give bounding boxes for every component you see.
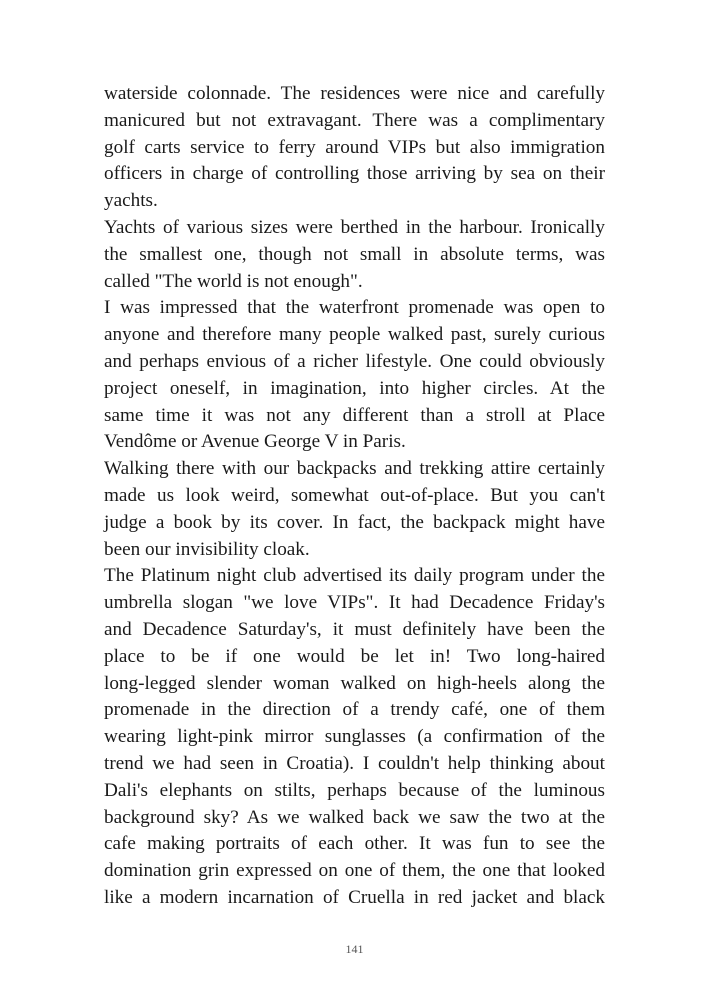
text-line: the smallest one, though not small in absolute terms, was	[104, 243, 605, 265]
text-line: trend we had seen in Croatia). I couldn't help thinking about	[104, 752, 605, 774]
text-line: I was impressed that the waterfront promenade was open to	[104, 297, 605, 319]
text-line: same time it was not any different than a stroll at Place	[104, 404, 605, 426]
text-line: Vendôme or Avenue George V in Paris.	[104, 431, 406, 453]
text-line: manicured but not extravagant. There was a complimentary	[104, 109, 605, 131]
text-line: Yachts of various sizes were berthed in the harbour. Ironically	[104, 216, 605, 238]
paragraph	[104, 563, 605, 911]
text-line: officers in charge of controlling those arriving by sea on their	[104, 163, 605, 185]
text-line: been our invisibility cloak.	[104, 538, 310, 560]
text-line: judge a book by its cover. In fact, the backpack might have	[104, 511, 605, 533]
paragraph	[104, 456, 605, 563]
text-line: Walking there with our backpacks and trekking attire certainly	[104, 458, 605, 480]
text-line: like a modern incarnation of Cruella in red jacket and black	[104, 886, 605, 908]
text-line: project oneself, in imagination, into higher circles. At the	[104, 377, 605, 399]
text-line: called "The world is not enough".	[104, 270, 363, 292]
text-line: The Platinum night club advertised its daily program under the	[104, 565, 605, 587]
text-line: long-legged slender woman walked on high-heels along the	[104, 672, 605, 694]
paragraph	[104, 81, 605, 215]
text-line: and perhaps envious of a richer lifestyle. One could obviously	[104, 350, 605, 372]
paragraph	[104, 295, 605, 456]
text-line: place to be if one would be let in! Two long-haired	[104, 645, 605, 667]
text-line: waterside colonnade. The residences were nice and carefully	[104, 83, 605, 104]
text-line: cafe making portraits of each other. It was fun to see the	[104, 833, 605, 855]
text-line: umbrella slogan "we love VIPs". It had Decadence Friday's	[104, 592, 605, 614]
text-line: golf carts service to ferry around VIPs but also immigration	[104, 136, 605, 158]
text-line: domination grin expressed on one of them, the one that looked	[104, 860, 605, 882]
text-line: yachts.	[104, 190, 158, 212]
text-line: and Decadence Saturday's, it must definitely have been the	[104, 618, 605, 640]
body-text	[104, 81, 605, 912]
paragraph	[104, 215, 605, 295]
text-line: anyone and therefore many people walked past, surely curious	[104, 324, 605, 346]
text-line: promenade in the direction of a trendy café, one of them	[104, 699, 605, 721]
text-line: made us look weird, somewhat out-of-place. But you can't	[104, 484, 605, 506]
text-line: wearing light-pink mirror sunglasses (a confirmation of the	[104, 726, 605, 748]
text-line: background sky? As we walked back we saw the two at the	[104, 806, 605, 828]
page-number: 141	[345, 942, 364, 956]
text-line: Dali's elephants on stilts, perhaps because of the luminous	[104, 779, 605, 801]
